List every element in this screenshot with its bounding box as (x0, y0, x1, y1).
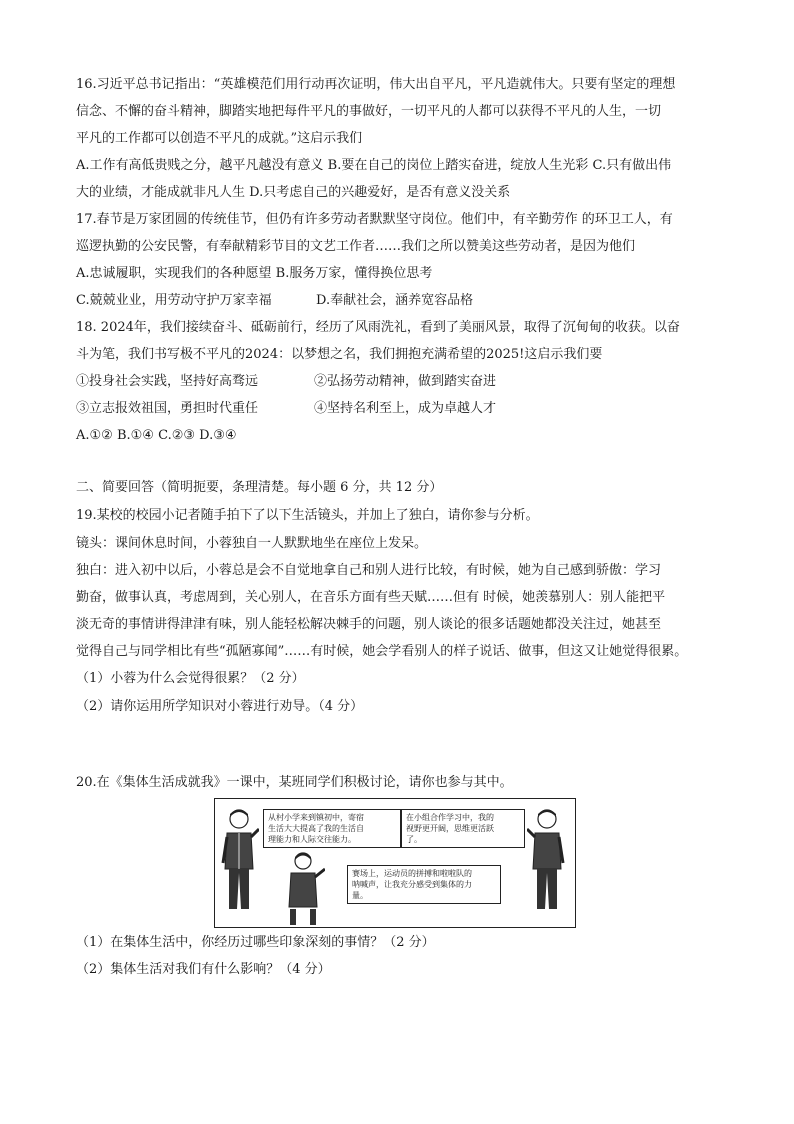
q19-scene: 镜头：课间休息时间，小蓉独自一人默默地坐在座位上发呆。 (76, 536, 428, 551)
q16-stem-line2: 信念、不懈的奋斗精神，脚踏实地把每件平凡的事做好，一切平凡的人都可以获得不平凡的人生，一切 (76, 104, 662, 119)
q18-stem-line1: 18. 2024年，我们接续奋斗、砥砺前行，经历了风雨洗礼，看到了美丽风景，取得了沉甸甸的收获。以奋 (76, 320, 680, 335)
q17-stem-line2: 巡逻执勤的公安民警，有奉献精彩节目的文艺工作者……我们之所以赞美这些劳动者，是因为他们 (76, 239, 636, 254)
student-center-figure (285, 851, 325, 925)
q19-monologue-line3: 淡无奇的事情讲得津津有味，别人能轻松解决棘手的问题，别人谈论的很多话题她都没关注过，她甚至 (76, 617, 662, 632)
q16-options-line1: A.工作有高低贵贱之分，越平凡越没有意义 B.要在自己的岗位上踏实奋进，绽放人生光彩 C.只有做出伟 (76, 158, 672, 173)
q19-subquestion-2: （2）请你运用所学知识对小蓉进行劝导。（4 分） (76, 699, 364, 714)
q17-option-c: C.兢兢业业，用劳动守护万家幸福 (76, 293, 272, 308)
q18-choices: A.①② B.①④ C.②③ D.③④ (76, 428, 237, 443)
q17-options-line1: A.忠诚履职，实现我们的各种愿望 B.服务万家，懂得换位思考 (76, 266, 433, 281)
section2-heading: 二、简要回答（简明扼要，条理清楚。每小题 6 分，共 12 分） (76, 480, 443, 495)
speech-bubble-left: 从村小学来到镇初中，寄宿 生活大大提高了我的生活自 理能力和人际交往能力。 (263, 809, 401, 848)
student-left-figure (219, 807, 259, 917)
q19-intro: 19.某校的校园小记者随手拍下了以下生活镜头，并加上了独白，请你参与分析。 (76, 508, 539, 523)
q16-stem-line3: 平凡的工作都可以创造不平凡的成就。”这启示我们 (76, 131, 363, 146)
q20-illustration (214, 798, 576, 928)
q18-item-4: ④坚持名利至上，成为卓越人才 (314, 401, 497, 416)
q18-item-2: ②弘扬劳动精神，做到踏实奋进 (314, 374, 497, 389)
q20-subquestion-2: （2）集体生活对我们有什么影响？（4 分） (76, 962, 331, 977)
q19-monologue-line2: 勤奋，做事认真，考虑周到，关心别人，在音乐方面有些天赋……但有 时候，她羡慕别人：别人能把平 (76, 590, 666, 605)
q20-intro: 20.在《集体生活成就我》一课中，某班同学们积极讨论，请你也参与其中。 (76, 775, 513, 790)
q18-stem-line2: 斗为笔，我们书写极不平凡的2024：以梦想之名，我们拥抱充满希望的2025!这启示我们要 (76, 347, 603, 362)
student-right-figure (527, 807, 567, 917)
q16-options-line2: 大的业绩，才能成就非凡人生 D.只考虑自己的兴趣爱好，是否有意义没关系 (76, 185, 511, 200)
q19-subquestion-1: （1）小蓉为什么会觉得很累？（2 分） (76, 671, 305, 686)
q19-monologue-line4: 觉得自己与同学相比有些“孤陋寡闻”……有时候，她会学看别人的样子说话、做事，但这又让她觉得很累。 (76, 644, 688, 659)
q17-option-d: D.奉献社会，涵养宽容品格 (316, 293, 474, 308)
speech-bubble-right: 在小组合作学习中，我的 视野更开阔，思维更活跃 了。 (401, 809, 525, 848)
q20-subquestion-1: （1）在集体生活中，你经历过哪些印象深刻的事情？（2 分） (76, 935, 435, 950)
q16-stem-line1: 16.习近平总书记指出：“英雄模范们用行动再次证明，伟大出自平凡，平凡造就伟大。只要有坚定的理想 (76, 77, 676, 92)
q19-monologue-line1: 独白：进入初中以后，小蓉总是会不自觉地拿自己和别人进行比较，有时候，她为自己感到骄傲：学习 (76, 563, 662, 578)
q17-stem-line1: 17.春节是万家团圆的传统佳节，但仍有许多劳动者默默坚守岗位。他们中，有辛勤劳作 的环卫工人，有 (76, 212, 673, 227)
q18-item-3: ③立志报效祖国，勇担时代重任 (76, 401, 259, 416)
q18-item-1: ①投身社会实践，坚持好高骛远 (76, 374, 259, 389)
speech-bubble-center: 赛场上，运动员的拼搏和啦啦队的 呐喊声，让我充分感受到集体的力 量。 (347, 865, 501, 904)
